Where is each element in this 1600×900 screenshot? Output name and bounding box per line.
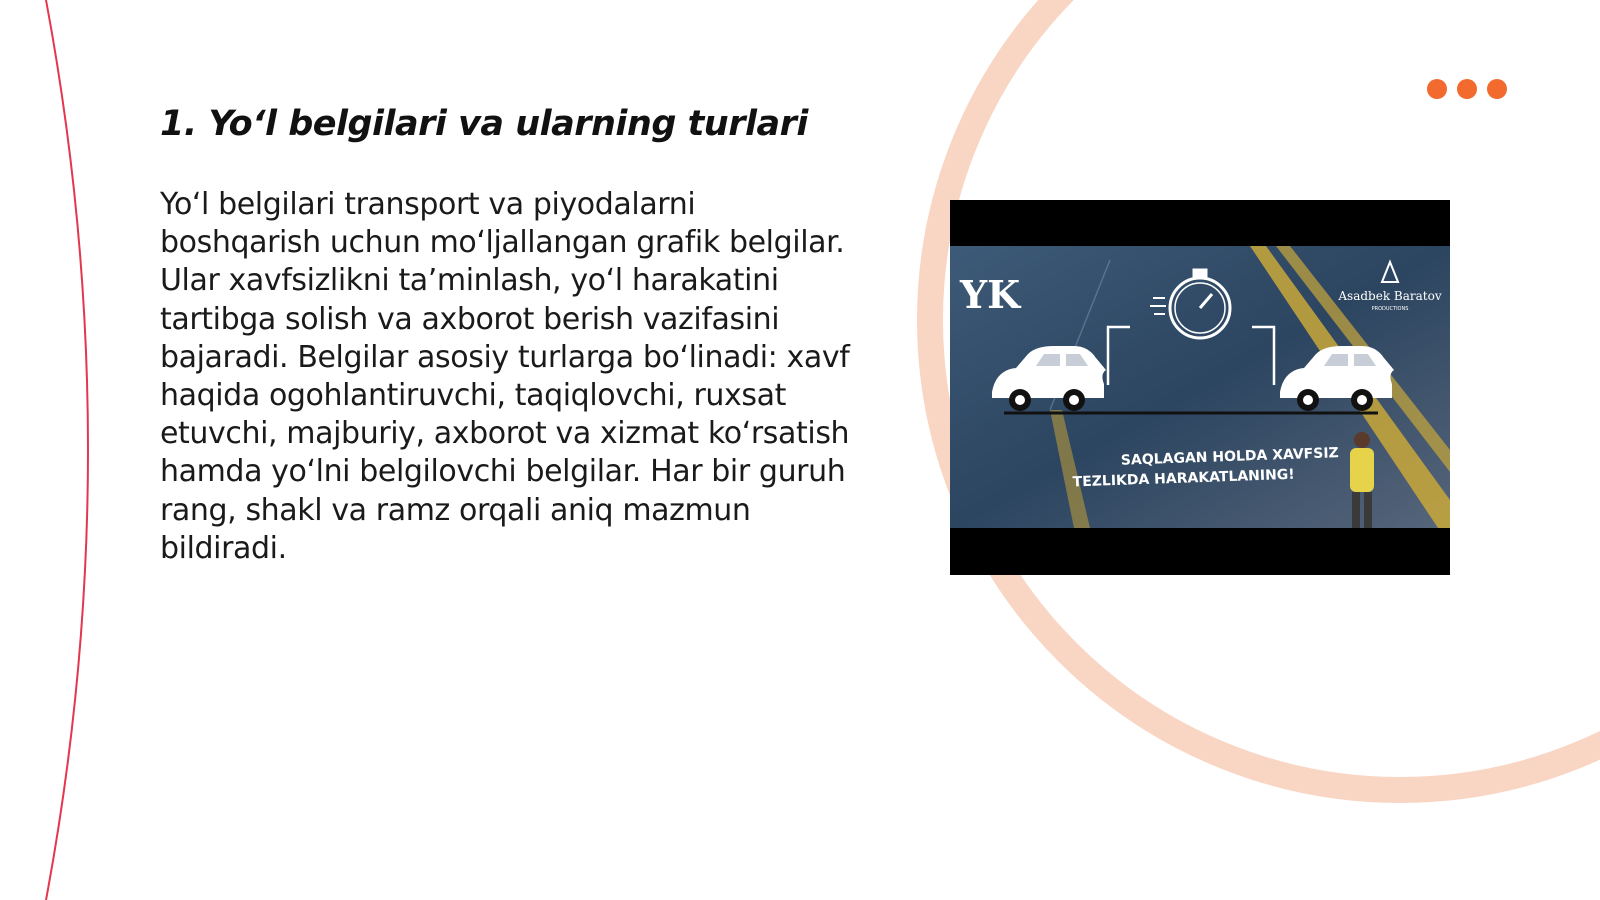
dot: [1487, 79, 1507, 99]
logo-right-sub: PRODUCTIONS: [1371, 306, 1409, 312]
caption-line2: TEZLIKDA HARAKATLANING!: [1072, 466, 1295, 491]
logo-left: YK: [960, 272, 1021, 317]
left-red-arc: [46, 0, 88, 900]
menu-dots-icon: [1427, 79, 1507, 99]
logo-right-name: Asadbek Baratov: [1338, 289, 1442, 303]
dot: [1427, 79, 1447, 99]
video-frame: [950, 200, 1450, 575]
caption-line1: SAQLAGAN HOLDA XAVFSIZ: [1120, 445, 1339, 469]
dot: [1457, 79, 1477, 99]
slide-title: 1. Yo‘l belgilari va ularning turlari: [160, 104, 808, 144]
slide-body-text: Yo‘l belgilari transport va piyodalarni boshqarish uchun mo‘ljallangan grafik belgilar. Ular xavfsizlikni ta’minlash, yo‘l harakatini tartibga solish va axborot berish vazifasini bajaradi. Belgilar asosiy turlarga bo‘linadi: xavf haqida ogohlantiruvchi, taqiqlovchi, ruxsat etuvchi, majburiy, axborot va xizmat ko‘rsatish hamda yo‘lni belgilovchi belgilar. Har bir guruh rang, shakl va ramz orqali aniq mazmun bildiradi.: [160, 187, 850, 566]
video-thumbnail[interactable]: [950, 200, 1450, 575]
